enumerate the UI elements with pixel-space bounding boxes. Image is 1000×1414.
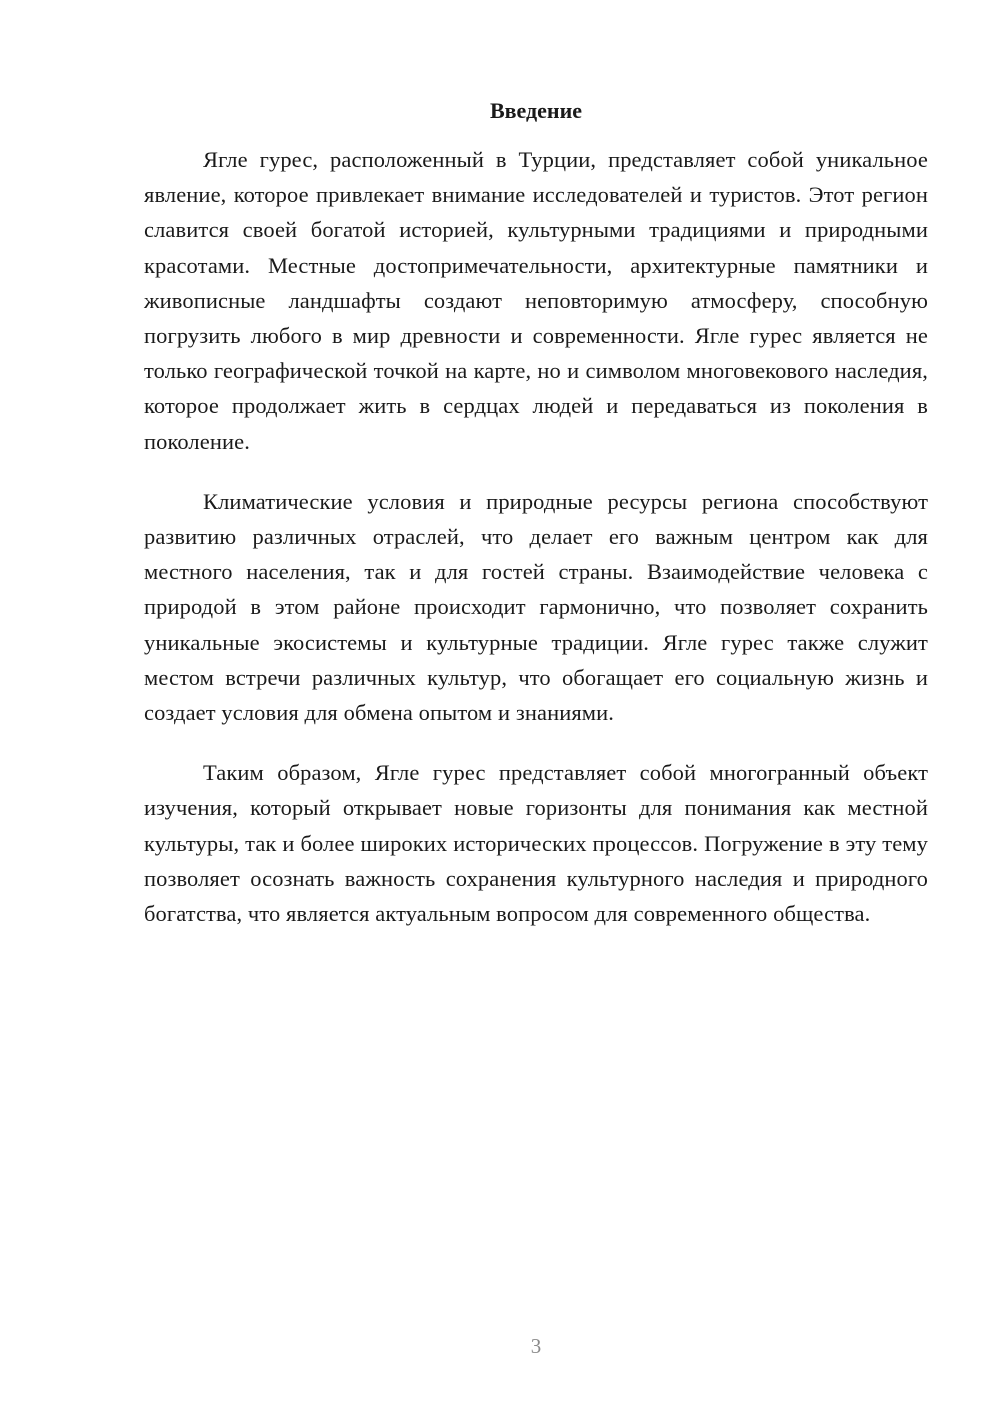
paragraph-1: Ягле гурес, расположенный в Турции, представляет собой уникальное явление, которое привлекает внимание исследователей и туристов. Этот регион славится своей богатой историей, культурными традициями и природными красотами. Местные достопримечательности, архитектурные памятники и живописные ландшафты создают неповторимую атмосферу, способную погрузить любого в мир древности и современности. Ягле гурес является не только географической точкой на карте, но и символом многовекового наследия, которое продолжает жить в сердцах людей и передаваться из поколения в поколение. [144,147,928,454]
paragraph-2: Климатические условия и природные ресурсы региона способствуют развитию различных отраслей, что делает его важным центром как для местного населения, так и для гостей страны. Взаимодействие человека с природой в этом районе происходит гармонично, что позволяет сохранить уникальные экосистемы и культурные традиции. Ягле гурес также служит местом встречи различных культур, что обогащает его социальную жизнь и создает условия для обмена опытом и знаниями. [144,488,928,726]
page-number: 3 [530,1334,542,1358]
section-heading: Введение [489,98,583,123]
paragraph-3: Таким образом, Ягле гурес представляет собой многогранный объект изучения, который открывает новые горизонты для понимания как местной культуры, так и более широких исторических процессов. Погружение в эту тему позволяет осознать важность сохранения культурного наследия и природного богатства, что является актуальным вопросом для современного общества. [144,760,928,927]
body-text [144,142,928,956]
